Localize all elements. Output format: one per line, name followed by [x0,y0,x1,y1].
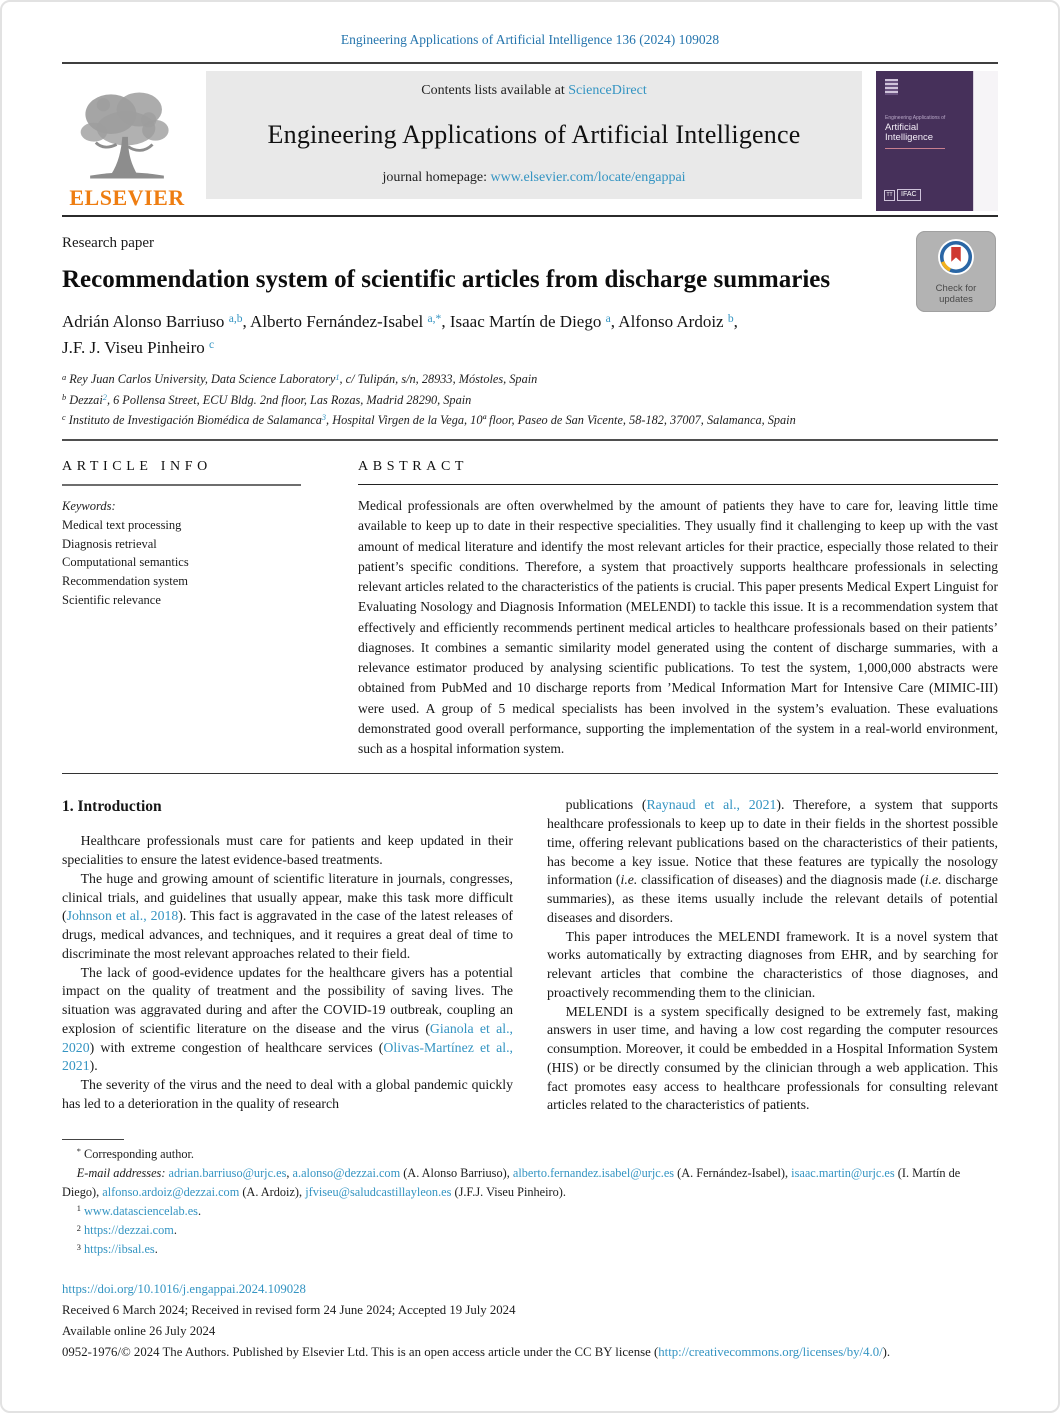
corresponding-author-note [62,1145,998,1164]
keywords-label: Keywords: [62,499,116,514]
inline-link[interactable]: jfviseu@saludcastillayleon.es [305,1185,452,1200]
intro-left-column [62,796,513,1115]
text-segment: 2 [76,1223,81,1233]
article-title: Recommendation system of scientific articles from discharge summaries [62,266,831,293]
ifac-emblem-icon: TT [884,190,895,201]
ifac-logo [884,189,921,201]
cover-title-line: Intelligence [885,132,934,144]
affiliation [62,390,998,410]
inline-link[interactable]: a [605,312,611,326]
text-segment: Instituto de Investigación Biomédica de Salamanca [65,412,322,427]
text-segment: i.e. [924,872,942,888]
elsevier-wordmark: ELSEVIER [69,185,185,210]
email-addresses-note [62,1164,998,1202]
text-segment: Dezzai [66,392,103,407]
abstract-column [358,459,998,759]
inline-link[interactable]: 3 [321,413,327,423]
abstract-heading: ABSTRACT [358,459,469,475]
text-segment: , Alfonso Ardoiz [610,312,728,332]
footnote-url [62,1240,998,1259]
inline-link[interactable]: b [727,312,734,326]
text-segment: discharge summaries), as these items usually include the relevant details of potential diseases and disorders. [547,872,998,925]
text-segment: Adrián Alonso Barriuso [62,312,229,332]
inline-link[interactable]: c [209,337,215,351]
homepage-prefix: journal homepage: [382,170,491,185]
text-segment: (I. Martín de Diego), [62,1166,961,1200]
received-dates: Received 6 March 2024; Received in revised form 24 June 2024; Accepted 19 July 2024 [62,1303,516,1318]
inline-link[interactable]: a.alonso@dezzai.com [292,1166,401,1181]
cover-accent-line [885,148,945,149]
article-type-label: Research paper [62,235,155,251]
text-segment: . [197,1204,202,1219]
masthead-box [206,71,862,199]
top-rule [62,62,998,64]
text-segment: MELENDI is a system specifically designed to be extremely fast, making answers in user time, and having a low cost regarding the computer resources consumption. Moreover, it could be embedded in a Hospital Information System (HIS) or be directly consumed by the clinician through a web application. This fact promotes easy access to healthcare professionals for consulting relevant articles related to the characteristics of patients. [547,1003,998,1113]
affiliations-bottom-rule [62,439,998,441]
keyword-item: Scientific relevance [62,592,161,607]
inline-link[interactable]: Gianola et al., 2020 [62,1020,513,1055]
text-segment: (A. Alonso Barriuso), [400,1166,513,1181]
cover-white-strip [973,71,998,211]
publication-info-block [62,1279,998,1362]
text-segment: The huge and growing amount of scientific literature in journals, congresses, clinical trials, and guidelines that usually appear, make this task more difficult ( [62,870,513,924]
footnote-url [62,1221,998,1240]
text-segment: 0952-1976/© 2024 The Authors. Published by Elsevier Ltd. This is an open access article under the CC BY license ( [62,1344,659,1359]
inline-link[interactable]: Olivas-Martínez et al., 2021 [62,1039,513,1074]
info-abstract-row [62,459,998,759]
ifac-label: IFAC [897,189,921,201]
intro-paragraph [62,832,513,870]
article-info-rule [62,484,301,486]
intro-paragraph [62,964,513,1077]
inline-link[interactable]: a,b [228,312,243,326]
introduction-heading: 1. Introduction [62,798,162,816]
inline-link[interactable]: https://dezzai.com [84,1223,174,1238]
inline-link[interactable]: https://ibsal.es [84,1242,155,1257]
text-segment: classification of diseases) and the diagnosis made ( [637,872,925,888]
text-segment: Rey Juan Carlos University, Data Science Laboratory [66,372,336,387]
contents-line [421,83,647,99]
inline-link[interactable]: www.datasciencelab.es [84,1204,198,1219]
text-segment: The lack of good-evidence updates for the healthcare givers has a potential impact on the quality of treatment and the possibility of saving lives. The situation was aggravated during and after the COVID-19 outbreak, coupling an explosion of scientific literature on the disease and the virus ( [62,964,513,1036]
footnote-url [62,1202,998,1221]
inline-link[interactable]: adrian.barriuso@urjc.es [168,1166,287,1181]
text-segment: This paper introduces the MELENDI framework. It is a novel system that works automatically by extracting diagnoses from EHR, and by searching for relevant articles that combine the characteristics of those diagnoses, and proactively recommending them to the clinician. [547,928,998,1000]
crossmark-icon [937,238,975,276]
footnote-separator [62,1139,124,1140]
article-info-column [62,459,334,759]
text-segment: publications ( [565,797,647,813]
inline-link[interactable]: isaac.martin@urjc.es [791,1166,895,1181]
affiliations-block [62,369,998,430]
text-segment: * [76,1147,81,1157]
text-segment: J.F. J. Viseu Pinheiro [62,337,210,357]
text-segment: Corresponding author. [80,1147,194,1162]
check-updates-button[interactable] [916,231,996,312]
affiliation [62,369,998,389]
text-segment: , c/ Tulipán, s/n, 28933, Móstoles, Spain [339,372,538,387]
text-segment: Healthcare professionals must care for patients and keep updated in their specialities to ensure the latest evidence-based treatments. [62,833,513,868]
text-segment: , Isaac Martín de Diego [441,312,606,332]
text-segment: (A. Ardoiz), [239,1185,306,1200]
text-segment: ). This fact is aggravated in the case of the latest releases of drugs, medical advances, and techniques, and it requires a great deal of time to discriminate the most relevant approaches related to their field. [62,908,513,961]
intro-paragraph [62,1076,513,1114]
keyword-item: Computational semantics [62,555,189,570]
journal-homepage-link[interactable]: www.elsevier.com/locate/engappai [490,170,686,185]
elsevier-logo [62,71,192,211]
cover-subtitle: Engineering Applications of [885,115,946,121]
inline-link[interactable]: Johnson et al., 2018 [66,908,179,924]
text-segment: , 6 Pollensa Street, ECU Bldg. 2nd floor, Las Rozas, Madrid 28290, Spain [106,392,472,407]
homepage-line [382,170,685,186]
elsevier-tree-icon [75,87,179,183]
contents-prefix: Contents lists available at [421,83,569,98]
text-segment: . [173,1223,177,1238]
intro-paragraph [547,1003,998,1116]
cover-titles [885,115,969,149]
cover-title-line: Artificial [885,122,919,133]
authors-line [62,335,998,361]
inline-link[interactable]: alberto.fernandez.isabel@urjc.es [512,1166,675,1181]
inline-link[interactable]: alfonso.ardoiz@dezzai.com [102,1185,240,1200]
text-segment: ) with extreme congestion of healthcare services ( [89,1039,384,1055]
keyword-item: Diagnosis retrieval [62,536,157,551]
inline-link[interactable]: 1 [335,372,340,382]
inline-link[interactable]: http://creativecommons.org/licenses/by/4.0/ [658,1344,883,1359]
text-segment: ). Therefore, a system that supports healthcare professionals to keep up to date in their fields in the shortest possible time, offering relevant publications based on the characteristics of their patients, has become a key issue. Notice that these features are typically the nosology information ( [547,797,998,888]
journal-cover-thumbnail [876,71,998,211]
abstract-rule [358,484,998,485]
footnotes-block [62,1145,998,1259]
available-online: Available online 26 July 2024 [62,1323,216,1338]
text-segment: ). [882,1344,891,1359]
text-segment: ). [89,1058,98,1074]
masthead-bottom-rule [62,215,998,217]
text-segment: 1 [76,1204,81,1214]
badge-label: Check for updates [935,283,977,305]
text-segment: (J.F.J. Viseu Pinheiro). [451,1185,566,1200]
copyright-line [62,1342,998,1363]
body-divider-rule [62,773,998,774]
text-segment: The severity of the virus and the need to deal with a global pandemic quickly has led to a deterioration in the quality of research [62,1077,513,1111]
doi-link[interactable]: https://doi.org/10.1016/j.engappai.2024.109028 [62,1282,306,1297]
keyword-item: Medical text processing [62,517,182,532]
intro-paragraph [547,928,998,1003]
text-segment: b [62,392,67,402]
sciencedirect-link[interactable]: ScienceDirect [568,83,647,98]
journal-ref: Engineering Applications of Artificial Intelligence 136 (2024) 109028 [340,32,720,47]
journal-title: Engineering Applications of Artificial Intelligence [267,119,801,149]
inline-link[interactable]: 2 [102,392,107,402]
text-segment: 3 [76,1242,81,1252]
keyword-item: Recommendation system [62,574,189,589]
inline-link[interactable]: Raynaud et al., 2021 [646,797,777,813]
article-info-heading: ARTICLE INFO [62,459,212,475]
journal-masthead-row [62,71,998,211]
text-segment: i.e. [620,872,638,888]
text-segment: c [62,413,66,423]
text-segment: , [286,1166,293,1181]
title-block [62,235,998,305]
authors-block [62,309,998,360]
affiliation [62,410,998,430]
intro-right-column [547,796,998,1115]
abstract-text: Medical professionals are often overwhelmed by the amount of patients they have to care for, leaving little time available to keep up to date in their respective specialities. They usually find it challenging to keep up with the vast amount of medical literature and identify the most relevant articles for their practice, especially those related to their patient’s specific conditions. Therefore, a system that proactively supports healthcare professionals in selecting relevant articles related to the characteristics of the patients is crucial. This paper presents Medical Expert Linguist for Evaluating Nosology and Diagnosis Information (MELENDI) to tackle this issue. It is a recommendation system that effectively and efficiently recommends pertinent medical articles to healthcare professionals based on their patients’ diagnoses. It combines a semantic similarity model generated using the content of discharge summaries, with a relevance estimator produced by analysing scientific publications. To test the system, 1,000,000 abstracts were obtained from PubMed and 10 discharge reports from ’Medical Information Mart for Intensive Care (MIMIC-III) were used. A group of 5 medical specialists has been involved in the system’s evaluation. These evaluations demonstrated good overall performance, supporting the implementation of the system in a real-world environment, such as a hospital information system. [358,498,998,757]
text-segment: a [62,372,67,382]
text-segment: . [154,1242,158,1257]
text-segment: , Alberto Fernández-Isabel [242,312,428,332]
text-segment: E-mail addresses: [76,1166,169,1181]
intro-paragraph [547,796,998,927]
text-segment: , [733,312,738,332]
inline-link[interactable]: a,* [427,312,442,326]
intro-paragraph [62,870,513,964]
introduction-section [62,796,998,1115]
text-segment: (A. Fernández-Isabel), [674,1166,792,1181]
text-segment: , Hospital Virgen de la Vega, 10ª floor, Paseo de San Vicente, 58-182, 37007, Salamanca, Spain [326,412,796,427]
authors-line [62,309,998,335]
cover-emblem-icon [885,79,898,95]
